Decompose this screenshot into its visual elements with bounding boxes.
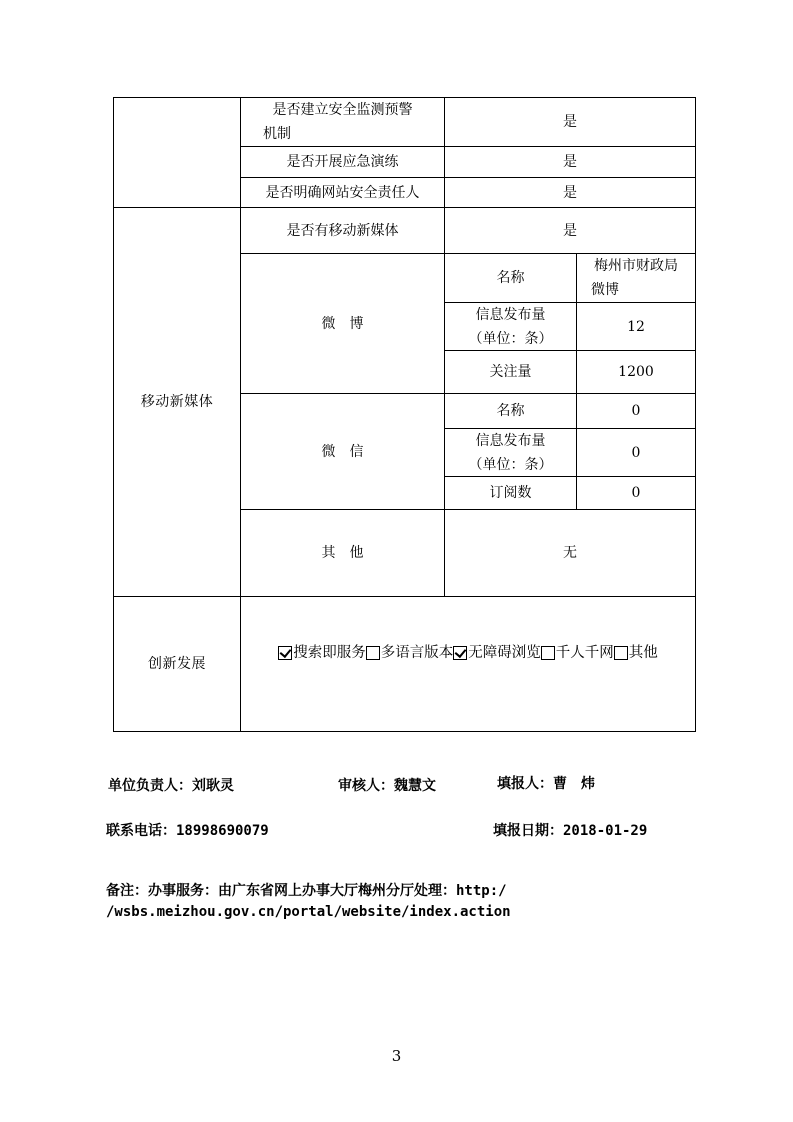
question-monitoring-line1: 是否建立安全监测预警 — [272, 102, 413, 118]
option-multilingual[interactable] — [366, 641, 454, 665]
checkbox-unchecked-icon[interactable] — [614, 646, 628, 660]
page-number: 3 — [391, 1047, 402, 1065]
wechat-posts-label-line1: 信息发布量 — [475, 432, 546, 449]
wechat-posts-label — [445, 429, 576, 476]
wechat-label: 微 信 — [321, 443, 364, 460]
innovation-section-label: 创新发展 — [148, 656, 206, 672]
wechat-name-label: 名称 — [496, 403, 525, 419]
question-drill: 是否开展应急演练 — [286, 154, 399, 170]
weibo-posts-label-line2: （单位：条） — [468, 330, 553, 347]
checkbox-unchecked-icon[interactable] — [541, 646, 555, 660]
option-search-service-label: 搜索即服务 — [293, 645, 366, 661]
filler: 填报人：曹 炜 — [497, 776, 595, 792]
weibo-posts-label-line1: 信息发布量 — [475, 306, 546, 323]
question-monitoring — [241, 98, 444, 146]
wechat-subs-label: 订阅数 — [489, 485, 532, 501]
weibo-followers-value: 1200 — [618, 364, 654, 380]
option-personalized[interactable] — [541, 641, 614, 665]
option-personalized-label: 千人千网 — [555, 645, 614, 661]
checkbox-checked-icon[interactable] — [453, 646, 467, 660]
weibo-name-value-line2: 微博 — [591, 282, 619, 298]
option-accessibility[interactable] — [453, 641, 541, 665]
wechat-posts-value: 0 — [631, 444, 641, 461]
weibo-name-value-line1: 梅州市财政局 — [594, 258, 678, 274]
wechat-name-value: 0 — [631, 403, 641, 419]
answer-drill: 是 — [563, 154, 577, 170]
innovation-options — [241, 597, 695, 709]
option-search-service[interactable] — [278, 641, 366, 665]
weibo-name-label: 名称 — [496, 270, 525, 286]
other-value: 无 — [563, 545, 577, 561]
checkbox-unchecked-icon[interactable] — [366, 646, 380, 660]
fill-date: 填报日期：2018-01-29 — [493, 823, 648, 839]
media-section-label: 移动新媒体 — [140, 394, 214, 410]
option-other[interactable] — [614, 641, 658, 665]
reviewer: 审核人：魏慧文 — [338, 778, 436, 794]
answer-has-media: 是 — [563, 222, 577, 239]
answer-monitoring: 是 — [563, 114, 577, 130]
weibo-posts-value: 12 — [627, 318, 645, 335]
weibo-label: 微 博 — [321, 315, 364, 332]
unit-head: 单位负责人：刘耿灵 — [108, 778, 234, 794]
contact-phone: 联系电话：18998690079 — [106, 823, 269, 839]
option-other-label: 其他 — [628, 645, 658, 661]
question-monitoring-line2: 机制 — [263, 126, 291, 142]
note-line-2: /wsbs.meizhou.gov.cn/portal/website/index.action — [106, 904, 511, 920]
note-line-1: 备注：办事服务：由广东省网上办事大厅梅州分厅处理：http:/ — [106, 883, 507, 899]
wechat-subs-value: 0 — [631, 485, 641, 501]
checkbox-checked-icon[interactable] — [278, 646, 292, 660]
weibo-name-value — [577, 254, 695, 302]
weibo-followers-label: 关注量 — [489, 364, 532, 380]
other-label: 其 他 — [321, 545, 364, 561]
option-multilingual-label: 多语言版本 — [380, 645, 454, 661]
answer-responsible: 是 — [563, 184, 577, 201]
question-has-media: 是否有移动新媒体 — [286, 222, 399, 239]
option-accessibility-label: 无障碍浏览 — [468, 645, 541, 661]
question-responsible: 是否明确网站安全责任人 — [265, 184, 420, 201]
weibo-posts-label — [445, 303, 576, 350]
wechat-posts-label-line2: （单位：条） — [468, 456, 553, 473]
innovation-option-list — [278, 641, 658, 665]
